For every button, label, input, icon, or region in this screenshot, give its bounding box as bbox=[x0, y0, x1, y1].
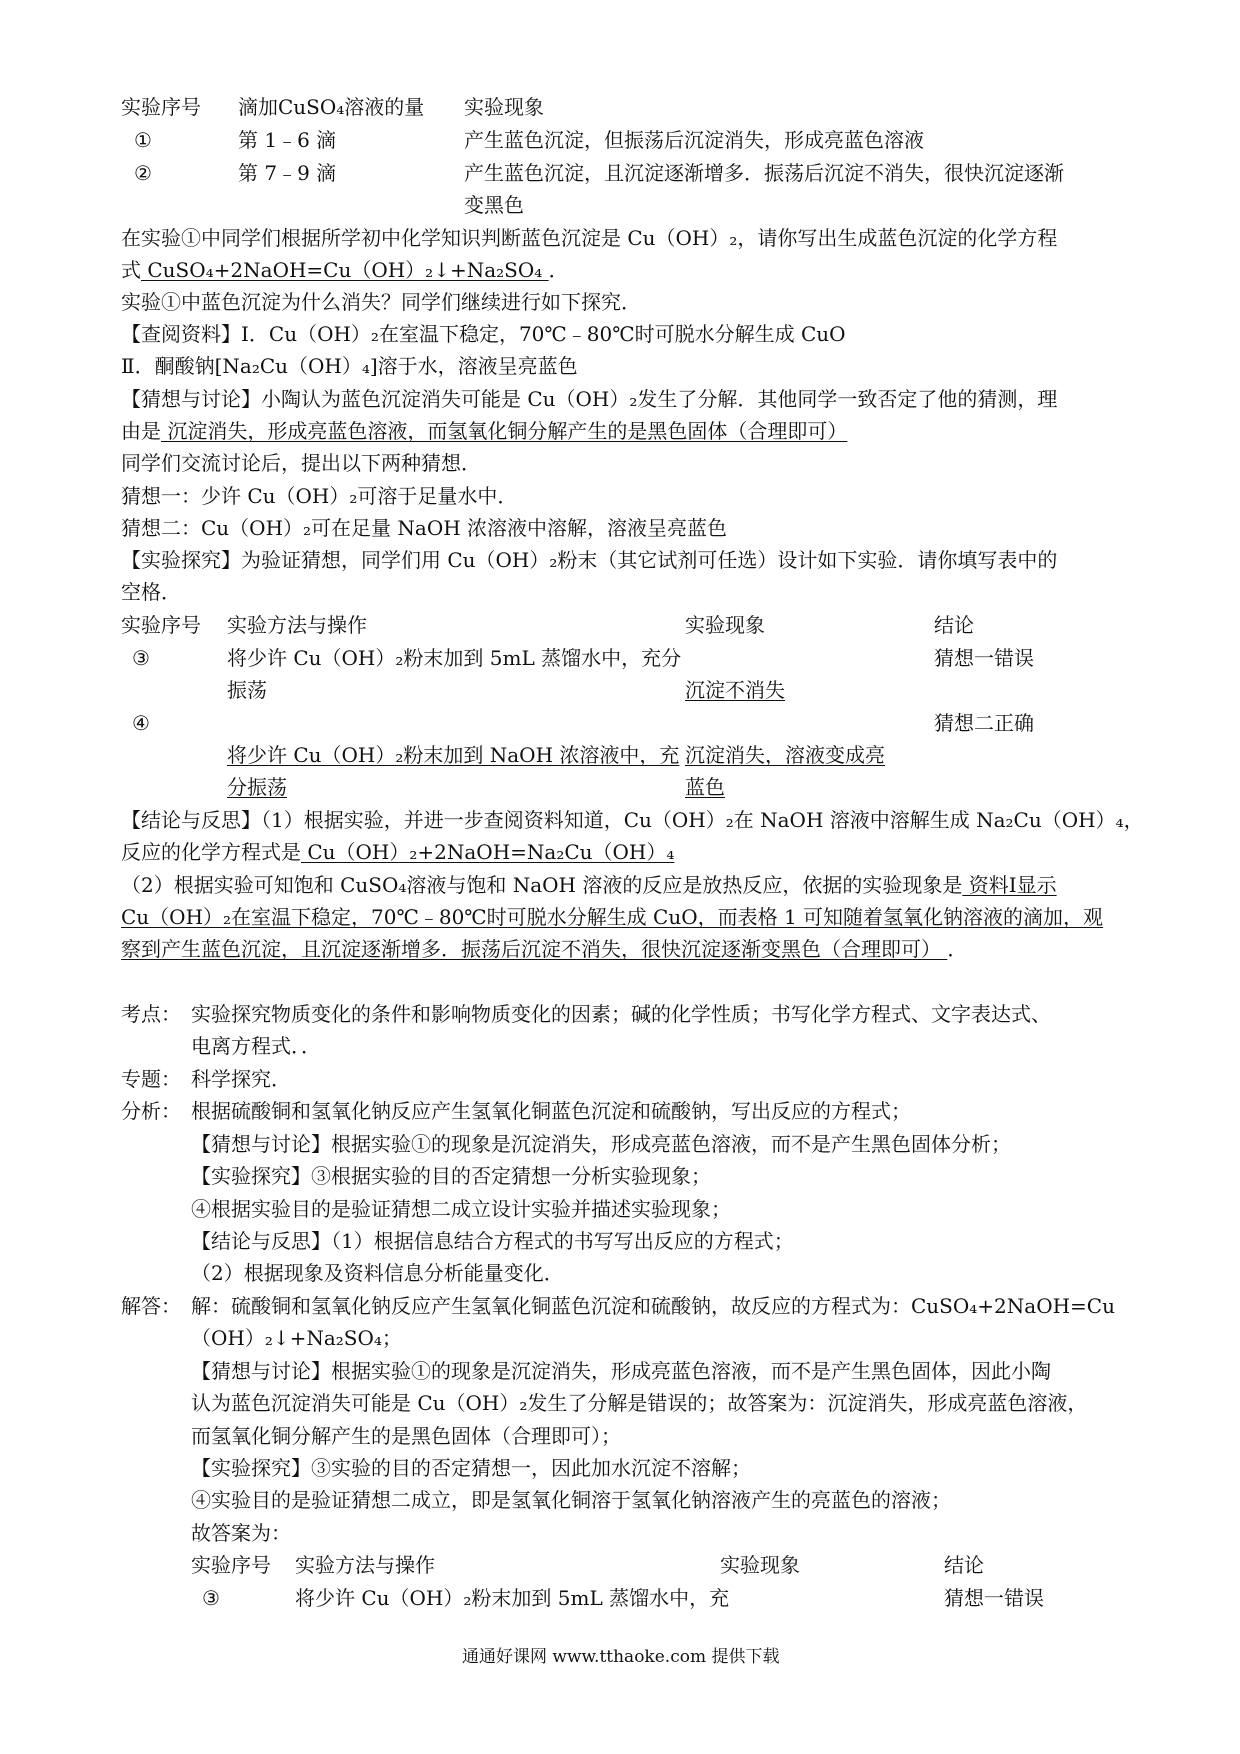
para-experiment-intro-cont: 空格． bbox=[121, 580, 181, 604]
fenxi-label: 分析： bbox=[121, 1099, 181, 1123]
table1-header-phenomenon: 实验现象 bbox=[464, 95, 544, 119]
para-conclusion-2-period: ． bbox=[947, 937, 968, 961]
table2-header-conclusion: 结论 bbox=[934, 613, 974, 637]
para-conclusion-2-line bbox=[121, 872, 1057, 898]
para-hypothesis-discussion: 【猜想与讨论】小陶认为蓝色沉淀消失可能是 Cu（OH）₂发生了分解．其他同学一致否定了他的猜测，理 bbox=[121, 387, 1058, 411]
table1-row2-no: ② bbox=[134, 161, 152, 185]
para-conclusion-2-end bbox=[121, 936, 967, 962]
fenxi-line-6: （2）根据现象及资料信息分析能量变化． bbox=[191, 1261, 564, 1285]
para-reaction-answer-line bbox=[121, 257, 569, 283]
table3-header-method: 实验方法与操作 bbox=[295, 1553, 435, 1577]
answer-reason: 沉淀消失，形成亮蓝色溶液，而氢氧化铜分解产生的是黑色固体（合理即可） bbox=[161, 419, 848, 443]
answer-equation-1: CuSO₄+2NaOH=Cu（OH）₂↓+Na₂SO₄ bbox=[141, 258, 549, 282]
table2-row4-method-answer-cont: 分振荡 bbox=[227, 775, 287, 799]
para-conclusion-1: 【结论与反思】（1）根据实验，并进一步查阅资料知道，Cu（OH）₂在 NaOH 溶液中溶解生成 Na₂Cu（OH）₄， bbox=[121, 808, 1144, 832]
answer-phenomenon-end: 察到产生蓝色沉淀，且沉淀逐渐增多．振荡后沉淀不消失，很快沉淀逐渐变黑色（合理即可） bbox=[121, 937, 948, 961]
table2-row4-conclusion: 猜想二正确 bbox=[934, 711, 1034, 735]
table1-row1-amount: 第 1﹣6 滴 bbox=[238, 128, 337, 152]
table2-row3-no: ③ bbox=[132, 646, 150, 670]
para-reference-2: Ⅱ．酮酸钠[Na₂Cu（OH）₄]溶于水，溶液呈亮蓝色 bbox=[121, 354, 578, 378]
para-two-hypotheses: 同学们交流讨论后，提出以下两种猜想． bbox=[121, 451, 481, 475]
para-conclusion-2-text: （2）根据实验可知饱和 CuSO₄溶液与饱和 NaOH 溶液的反应是放热反应，依据的实验现象是 bbox=[121, 873, 963, 897]
jieda-line-7: ④实验目的是验证猜想二成立，即是氢氧化铜溶于氢氧化钠溶液产生的亮蓝色的溶液； bbox=[191, 1488, 951, 1512]
kaodian-text: 实验探究物质变化的条件和影响物质变化的因素；碱的化学性质；书写化学方程式、文字表达式、 bbox=[191, 1002, 1051, 1026]
para-reaction-question: 在实验①中同学们根据所学初中化学知识判断蓝色沉淀是 Cu（OH）₂，请你写出生成蓝色沉淀的化学方程 bbox=[121, 226, 1058, 250]
para-conclusion-1-label: 反应的化学方程式是 bbox=[121, 840, 301, 864]
table2-header-phenomenon: 实验现象 bbox=[685, 613, 765, 637]
para-reason-label: 由是 bbox=[121, 419, 161, 443]
zhuanti-text: 科学探究． bbox=[191, 1067, 291, 1091]
table2-row4-no: ④ bbox=[132, 711, 150, 735]
kaodian-label: 考点： bbox=[121, 1002, 181, 1026]
page-footer: 通通好课网 www.tthaoke.com 提供下载 bbox=[462, 1647, 780, 1667]
table1-row2-amount: 第 7﹣9 滴 bbox=[238, 161, 337, 185]
answer-phenomenon-start: 资料Ⅰ显示 bbox=[962, 873, 1057, 897]
fenxi-line-3: 【实验探究】③根据实验的目的否定猜想一分析实验现象； bbox=[191, 1164, 711, 1188]
jieda-line-6: 【实验探究】③实验的目的否定猜想一，因此加水沉淀不溶解； bbox=[191, 1456, 751, 1480]
jieda-line-2: （OH）₂↓+Na₂SO₄； bbox=[191, 1326, 402, 1350]
table1-row2-phenomenon-cont: 变黑色 bbox=[464, 193, 524, 217]
table1-header-no: 实验序号 bbox=[121, 95, 201, 119]
table3-header-no: 实验序号 bbox=[191, 1553, 271, 1577]
answer-phenomenon-cont: Cu（OH）₂在室温下稳定，70℃﹣80℃时可脱水分解生成 CuO，而表格 1 可知随着氢氧化钠溶液的滴加，观 bbox=[121, 905, 1104, 929]
table2-header-method: 实验方法与操作 bbox=[227, 613, 367, 637]
para-reaction-label: 式 bbox=[121, 258, 141, 282]
fenxi-line-4: ④根据实验目的是验证猜想二成立设计实验并描述实验现象； bbox=[191, 1197, 731, 1221]
jieda-line-4: 认为蓝色沉淀消失可能是 Cu（OH）₂发生了分解是错误的；故答案为：沉淀消失，形成亮蓝色溶液， bbox=[191, 1391, 1088, 1415]
zhuanti-label: 专题： bbox=[121, 1067, 181, 1091]
table1-row2-phenomenon: 产生蓝色沉淀，且沉淀逐渐增多．振荡后沉淀不消失，很快沉淀逐渐 bbox=[464, 161, 1064, 185]
para-experiment-intro: 【实验探究】为验证猜想，同学们用 Cu（OH）₂粉末（其它试剂可任选）设计如下实验．请你填写表中的 bbox=[121, 548, 1058, 572]
jieda-line-1: 解：硫酸铜和氢氧化钠反应产生氢氧化铜蓝色沉淀和硫酸钠，故反应的方程式为：CuSO₄+2NaOH=Cu bbox=[191, 1294, 1115, 1318]
jieda-label: 解答： bbox=[121, 1294, 181, 1318]
table2-row3-method-cont: 振荡 bbox=[227, 678, 267, 702]
para-reference-1: 【查阅资料】Ⅰ．Cu（OH）₂在室温下稳定，70℃﹣80℃时可脱水分解生成 CuO bbox=[121, 322, 846, 346]
table3-row3-conclusion: 猜想一错误 bbox=[944, 1586, 1044, 1610]
jieda-line-3: 【猜想与讨论】根据实验①的现象是沉淀消失，形成亮蓝色溶液，而不是产生黑色固体，因此小陶 bbox=[191, 1359, 1051, 1383]
table2-header-no: 实验序号 bbox=[121, 613, 201, 637]
para-reason-line bbox=[121, 418, 847, 444]
para-why-dissolve: 实验①中蓝色沉淀为什么消失？同学们继续进行如下探究． bbox=[121, 290, 641, 314]
table3-header-conclusion: 结论 bbox=[944, 1553, 984, 1577]
table2-row3-method: 将少许 Cu（OH）₂粉末加到 5mL 蒸馏水中，充分 bbox=[227, 646, 682, 670]
table2-row3-phenomenon-answer: 沉淀不消失 bbox=[685, 678, 785, 702]
fenxi-line-5: 【结论与反思】（1）根据信息结合方程式的书写写出反应的方程式； bbox=[191, 1229, 794, 1253]
table2-row4-phenomenon-answer-cont: 蓝色 bbox=[685, 775, 725, 799]
table1-header-amount: 滴加CuSO₄溶液的量 bbox=[238, 95, 425, 119]
table1-row1-no: ① bbox=[134, 128, 152, 152]
para-hypothesis-2: 猜想二：Cu（OH）₂可在足量 NaOH 浓溶液中溶解，溶液呈亮蓝色 bbox=[121, 516, 728, 540]
jieda-line-8: 故答案为： bbox=[191, 1521, 291, 1545]
kaodian-text-cont: 电离方程式．． bbox=[191, 1034, 321, 1058]
jieda-line-5: 而氢氧化铜分解产生的是黑色固体（合理即可）； bbox=[191, 1424, 621, 1448]
table2-row4-method-answer: 将少许 Cu（OH）₂粉末加到 NaOH 浓溶液中，充 bbox=[227, 743, 680, 767]
para-reaction-end: ． bbox=[548, 258, 569, 282]
table3-row3-no: ③ bbox=[202, 1586, 220, 1610]
fenxi-line-1: 根据硫酸铜和氢氧化钠反应产生氢氧化铜蓝色沉淀和硫酸钠，写出反应的方程式； bbox=[191, 1099, 911, 1123]
table3-row3-method: 将少许 Cu（OH）₂粉末加到 5mL 蒸馏水中，充 bbox=[295, 1586, 730, 1610]
table3-header-phenomenon: 实验现象 bbox=[720, 1553, 800, 1577]
answer-equation-2: Cu（OH）₂+2NaOH=Na₂Cu（OH）₄ bbox=[301, 840, 675, 864]
para-conclusion-1-answer-line bbox=[121, 839, 674, 865]
fenxi-line-2: 【猜想与讨论】根据实验①的现象是沉淀消失，形成亮蓝色溶液，而不是产生黑色固体分析； bbox=[191, 1132, 1011, 1156]
table2-row4-phenomenon-answer: 沉淀消失，溶液变成亮 bbox=[685, 743, 885, 767]
table2-row3-conclusion: 猜想一错误 bbox=[934, 646, 1034, 670]
table1-row1-phenomenon: 产生蓝色沉淀，但振荡后沉淀消失，形成亮蓝色溶液 bbox=[464, 128, 924, 152]
para-hypothesis-1: 猜想一：少许 Cu（OH）₂可溶于足量水中． bbox=[121, 484, 518, 508]
